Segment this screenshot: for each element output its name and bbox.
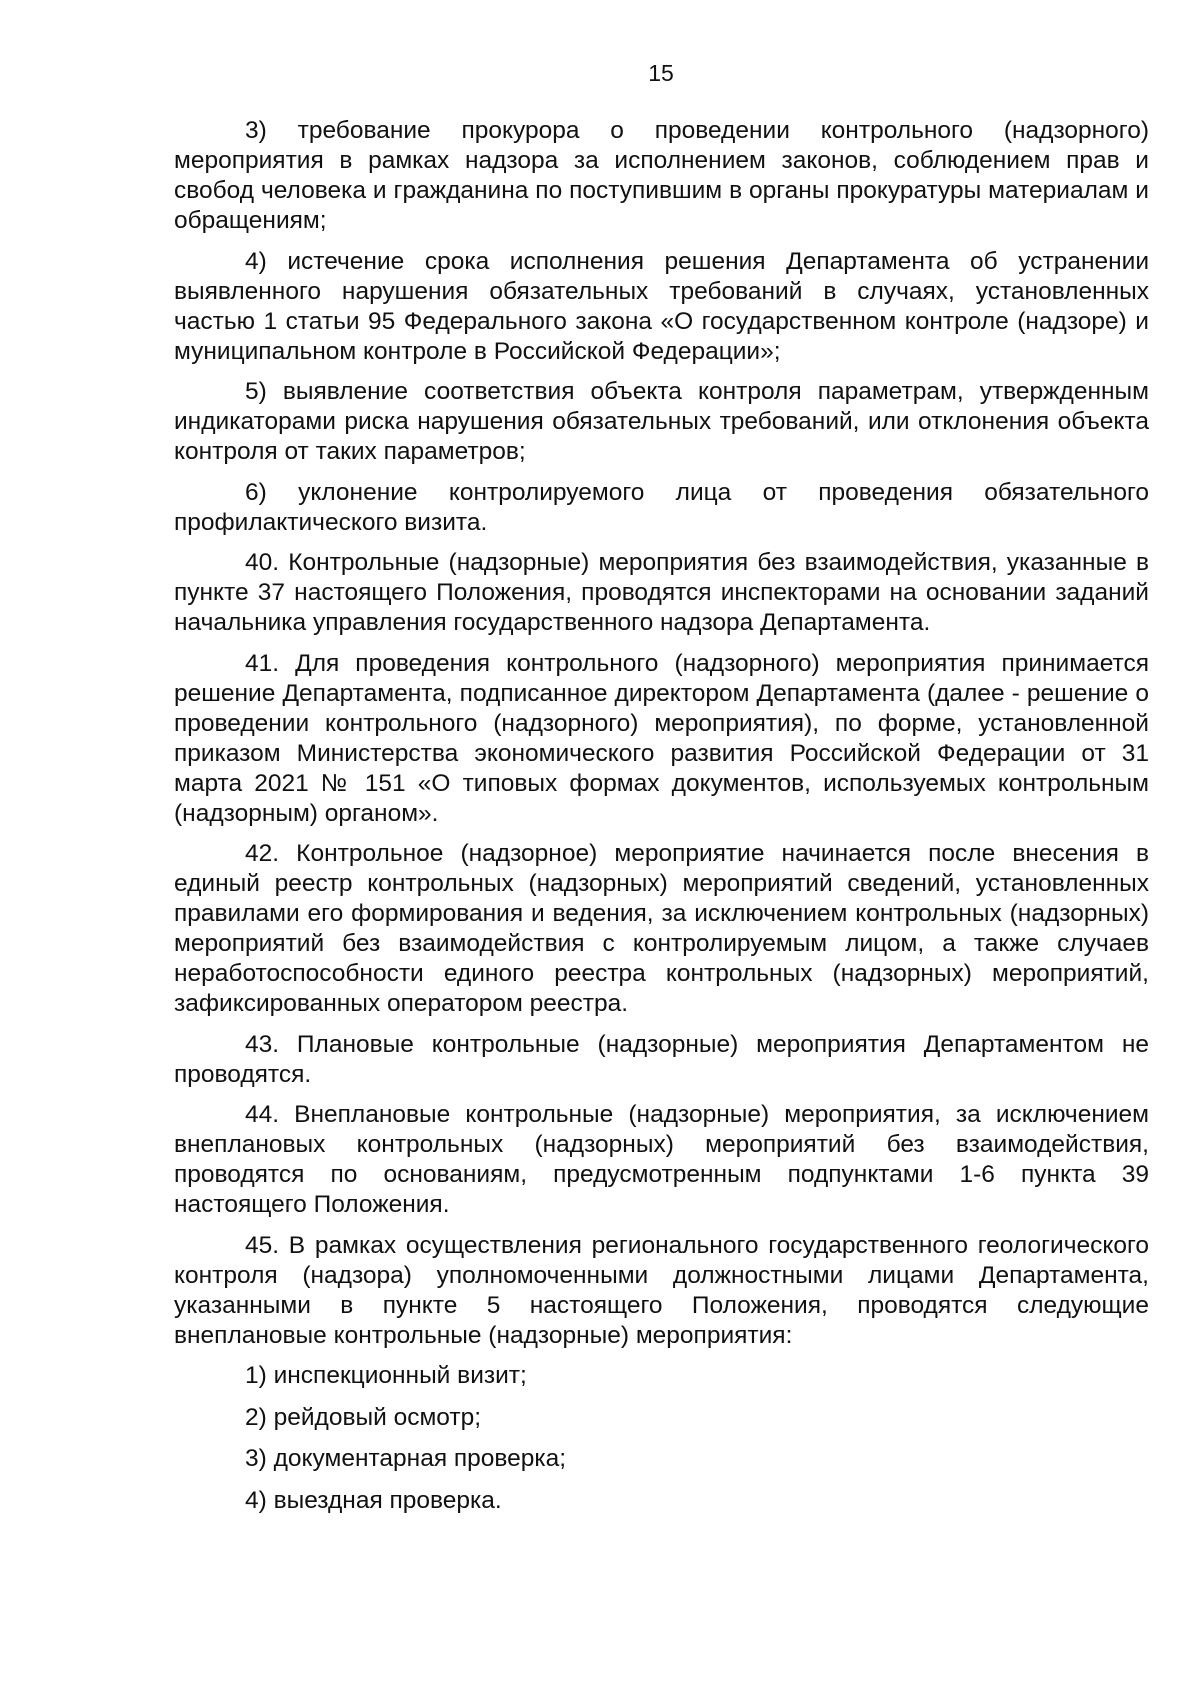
paragraph-41: 41. Для проведения контрольного (надзорного) мероприятия принимается решение Департамента, подписанное директором Департамента (далее - решение о проведении контрольного (надзорного) мероприятия), по форме, установленной приказом Министерства экономического развития Российской Федерации от 31 марта 2021 № 151 «О типовых формах документов, используемых контрольным (надзорным) органом». [174,649,1149,827]
paragraph-45: 45. В рамках осуществления регионального государственного геологического контроля (надзора) уполномоченными должностными лицами Департамента, указанными в пункте 5 настоящего Положения, проводятся следующие внеплановые контрольные (надзорные) мероприятия: [174,1231,1149,1349]
page-number: 15 [648,60,674,86]
document-body [174,116,1149,1527]
paragraph-item-6: 6) уклонение контролируемого лица от проведения обязательного профилактического визита. [174,478,1149,536]
list-item-documentary-check: 3) документарная проверка; [245,1445,567,1472]
paragraph-item-5: 5) выявление соответствия объекта контроля параметрам, утвержденным индикаторами риска нарушения обязательных требований, или отклонения объекта контроля от таких параметров; [174,378,1149,465]
paragraph-item-4: 4) истечение срока исполнения решения Департамента об устранении выявленного нарушения обязательных требований в случаях, установленных частью 1 статьи 95 Федерального закона «О государственном контроле (надзоре) и муниципальном контроле в Российской Федерации»; [174,247,1149,365]
paragraph-40: 40. Контрольные (надзорные) мероприятия без взаимодействия, указанные в пункте 37 настоящего Положения, проводятся инспекторами на основании заданий начальника управления государственного надзора Департамента. [174,549,1149,636]
list-item-onsite-check: 4) выездная проверка. [245,1486,502,1514]
list-item-raid-inspection: 2) рейдовый осмотр; [245,1403,482,1431]
paragraph-44: 44. Внеплановые контрольные (надзорные) мероприятия, за исключением внеплановых контрольных (надзорных) мероприятий без взаимодействия, проводятся по основаниям, предусмотренным подпунктами 1-6 пункта 39 настоящего Положения. [174,1101,1149,1218]
paragraph-42: 42. Контрольное (надзорное) мероприятие начинается после внесения в единый реестр контрольных (надзорных) мероприятий сведений, установленных правилами его формирования и ведения, за исключением контрольных (надзорных) мероприятий без взаимодействия с контролируемым лицом, а также случаев неработоспособности единого реестра контрольных (надзорных) мероприятий, зафиксированных оператором реестра. [174,840,1149,1017]
paragraph-43: 43. Плановые контрольные (надзорные) мероприятия Департаментом не проводятся. [174,1030,1149,1088]
list-item-inspection-visit: 1) инспекционный визит; [245,1362,527,1389]
paragraph-item-3: 3) требование прокурора о проведении контрольного (надзорного) мероприятия в рамках надзора за исполнением законов, соблюдением прав и свобод человека и гражданина по поступившим в органы прокуратуры материалам и обращениям; [174,117,1149,234]
